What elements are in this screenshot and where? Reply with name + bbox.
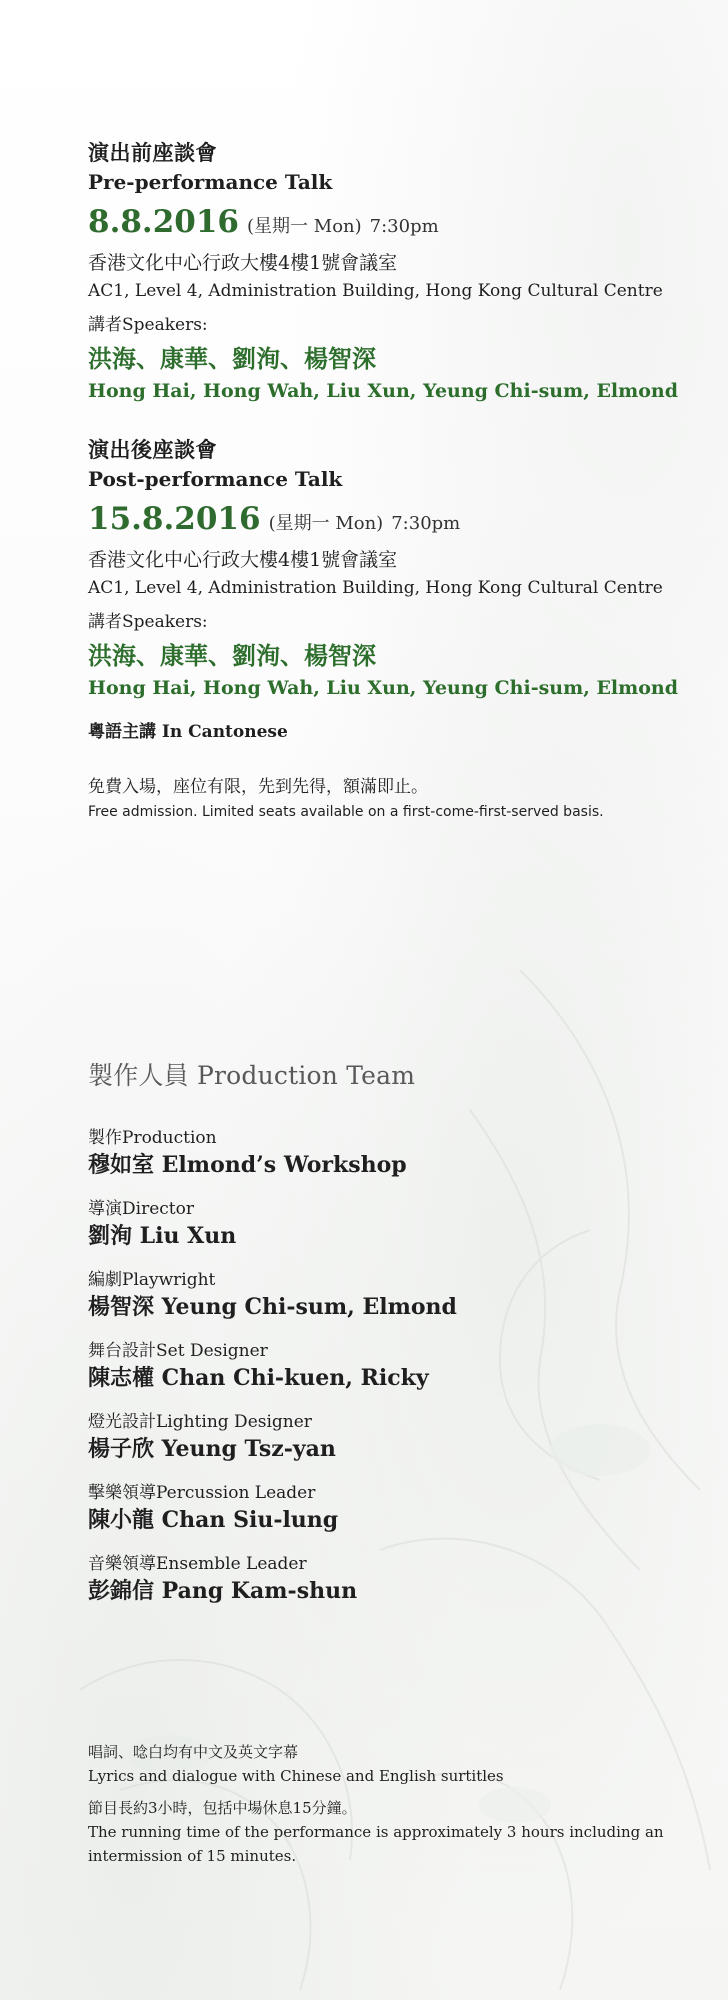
talk-day: (星期一 Mon) bbox=[268, 513, 384, 534]
talk-date: 8.8.2016 bbox=[88, 204, 240, 240]
admission-en: Free admission. Limited seats available on a first-come-first-served basis. bbox=[88, 804, 604, 820]
talk-date: 15.8.2016 bbox=[88, 501, 261, 537]
talk-venue-zh: 香港文化中心行政大樓4樓1號會議室 bbox=[88, 252, 398, 274]
role-name: 劉洵 Liu Xun bbox=[88, 1223, 237, 1249]
talk-title-zh: 演出後座談會 bbox=[88, 437, 217, 462]
talk-day: (星期一 Mon) bbox=[247, 216, 362, 237]
role-label: 燈光設計Lighting Designer bbox=[88, 1412, 312, 1432]
role-label: 導演Director bbox=[88, 1199, 194, 1219]
team-role-lighting-designer bbox=[88, 1410, 688, 1465]
role-label: 音樂領導Ensemble Leader bbox=[88, 1554, 307, 1574]
role-name: 陳小龍 Chan Siu-lung bbox=[88, 1507, 339, 1533]
post-performance-talk bbox=[88, 435, 698, 702]
team-role-set-designer bbox=[88, 1339, 688, 1394]
team-role-director bbox=[88, 1197, 688, 1252]
role-label: 舞台設計Set Designer bbox=[88, 1341, 268, 1361]
talk-title-en: Pre-performance Talk bbox=[88, 170, 333, 194]
talk-venue-en: AC1, Level 4, Administration Building, Hong Kong Cultural Centre bbox=[88, 281, 663, 301]
speakers-label: 講者Speakers: bbox=[88, 612, 208, 632]
talk-title-en: Post-performance Talk bbox=[88, 467, 343, 491]
role-label: 製作Production bbox=[88, 1128, 217, 1148]
runtime-note-zh: 節目長約3小時，包括中場休息15分鐘。 bbox=[88, 1799, 357, 1817]
talk-date-line bbox=[88, 499, 698, 544]
team-role-production bbox=[88, 1126, 688, 1181]
talks-section bbox=[88, 138, 698, 824]
performance-notes bbox=[88, 1740, 688, 1876]
speakers-en: Hong Hai, Hong Wah, Liu Xun, Yeung Chi-sum, Elmond bbox=[88, 677, 679, 699]
role-name: 彭錦信 Pang Kam-shun bbox=[88, 1578, 358, 1604]
team-role-playwright bbox=[88, 1268, 688, 1323]
team-role-ensemble-leader bbox=[88, 1552, 688, 1607]
talk-date-line bbox=[88, 202, 698, 247]
role-name: 穆如室 Elmond’s Workshop bbox=[88, 1152, 407, 1178]
speakers-en: Hong Hai, Hong Wah, Liu Xun, Yeung Chi-sum, Elmond bbox=[88, 380, 679, 402]
talk-venue-en: AC1, Level 4, Administration Building, Hong Kong Cultural Centre bbox=[88, 578, 663, 598]
team-role-percussion-leader bbox=[88, 1481, 688, 1536]
role-label: 編劇Playwright bbox=[88, 1270, 216, 1290]
pre-performance-talk bbox=[88, 138, 698, 405]
talk-venue-zh: 香港文化中心行政大樓4樓1號會議室 bbox=[88, 549, 398, 571]
talk-language: 粵語主講 In Cantonese bbox=[88, 722, 288, 742]
speakers-zh: 洪海、康華、劉洵、楊智深 bbox=[88, 641, 376, 670]
talk-title-zh: 演出前座談會 bbox=[88, 140, 217, 165]
surtitles-note-en: Lyrics and dialogue with Chinese and English surtitles bbox=[88, 1767, 504, 1785]
speakers-zh: 洪海、康華、劉洵、楊智深 bbox=[88, 344, 376, 373]
speakers-label: 講者Speakers: bbox=[88, 315, 208, 335]
surtitles-note-zh: 唱詞、唸白均有中文及英文字幕 bbox=[88, 1743, 299, 1761]
role-label: 擊樂領導Percussion Leader bbox=[88, 1483, 316, 1503]
role-name: 楊智深 Yeung Chi-sum, Elmond bbox=[88, 1294, 457, 1320]
role-name: 楊子欣 Yeung Tsz-yan bbox=[88, 1436, 336, 1462]
admission-zh: 免費入場，座位有限，先到先得，額滿即止。 bbox=[88, 777, 428, 797]
talk-time: 7:30pm bbox=[369, 216, 439, 237]
runtime-note-en: The running time of the performance is approximately 3 hours including an intermission of 15 minutes. bbox=[88, 1823, 664, 1865]
production-team-title: 製作人員 Production Team bbox=[88, 1061, 416, 1090]
talk-time: 7:30pm bbox=[391, 513, 461, 534]
role-name: 陳志權 Chan Chi-kuen, Ricky bbox=[88, 1365, 429, 1391]
production-team-section bbox=[88, 1058, 688, 1623]
